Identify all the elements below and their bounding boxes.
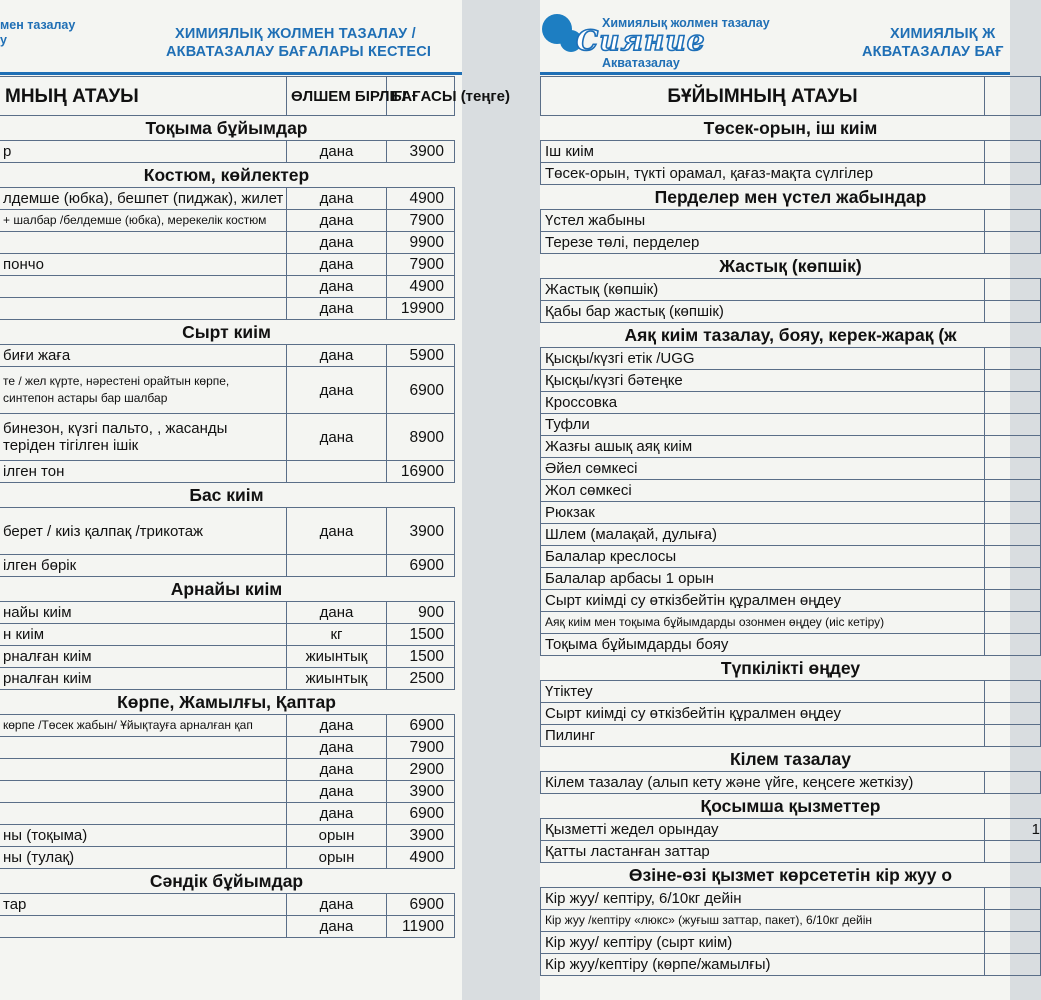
price-row bbox=[541, 634, 1041, 656]
item-unit-cut bbox=[985, 141, 1041, 163]
section-heading-row bbox=[0, 869, 455, 894]
right-price-sheet bbox=[540, 0, 1040, 1000]
item-unit: дана bbox=[287, 276, 387, 298]
item-unit: дана bbox=[287, 210, 387, 232]
section-heading: Өзіне-өзі қызмет көрсететін кір жуу о bbox=[541, 863, 1041, 888]
item-unit: дана bbox=[287, 508, 387, 555]
item-name: те / жел күрте, нәрестені орайтын көрпе, синтепон астары бар шалбар bbox=[0, 367, 287, 414]
item-name: пончо bbox=[0, 254, 287, 276]
item-name: Аяқ киім мен тоқыма бұйымдарды озонмен өңдеу (иіс кетіру) bbox=[541, 612, 985, 634]
brand-line-1: мен тазалау bbox=[0, 18, 76, 32]
section-heading: Бас киім bbox=[0, 483, 455, 508]
section-heading: Сырт киім bbox=[0, 320, 455, 345]
section-heading-row bbox=[0, 320, 455, 345]
section-heading-row bbox=[0, 690, 455, 715]
price-row bbox=[541, 436, 1041, 458]
item-name: Жастық (көпшік) bbox=[541, 279, 985, 301]
price-row bbox=[0, 825, 455, 847]
price-row bbox=[0, 646, 455, 668]
section-heading-row bbox=[541, 863, 1041, 888]
price-row bbox=[541, 279, 1041, 301]
price-row bbox=[0, 367, 455, 414]
item-unit: орын bbox=[287, 825, 387, 847]
item-name: Қысқы/күзгі бәтеңке bbox=[541, 370, 985, 392]
item-price: 6900 bbox=[387, 894, 455, 916]
item-unit-cut bbox=[985, 568, 1041, 590]
section-heading-row bbox=[541, 185, 1041, 210]
item-unit-cut bbox=[985, 436, 1041, 458]
section-heading: Төсек-орын, іш киім bbox=[541, 116, 1041, 141]
item-name: Пилинг bbox=[541, 725, 985, 747]
sheet-title-line-1: ХИМИЯЛЫҚ Ж bbox=[890, 26, 996, 42]
price-row bbox=[541, 725, 1041, 747]
item-name: берет / киіз қалпақ /трикотаж bbox=[0, 508, 287, 555]
item-name: Балалар арбасы 1 орын bbox=[541, 568, 985, 590]
item-name: Терезе төлі, перделер bbox=[541, 232, 985, 254]
price-row bbox=[0, 276, 455, 298]
item-name: н киім bbox=[0, 624, 287, 646]
item-price: 1500 bbox=[387, 624, 455, 646]
price-row bbox=[0, 232, 455, 254]
item-price: 6900 bbox=[387, 715, 455, 737]
item-unit-cut bbox=[985, 232, 1041, 254]
item-name bbox=[0, 916, 287, 938]
item-name: р bbox=[0, 141, 287, 163]
sheet-title-line-2: АКВАТАЗАЛАУ БАҒАЛАРЫ КЕСТЕСІ bbox=[166, 44, 432, 60]
section-heading: Түпкілікті өңдеу bbox=[541, 656, 1041, 681]
item-name: Балалар креслосы bbox=[541, 546, 985, 568]
item-name: Рюкзак bbox=[541, 502, 985, 524]
table-header-row bbox=[541, 77, 1041, 116]
column-unit-header: ӨЛШЕМ БІРЛІГІ bbox=[287, 77, 387, 116]
price-row bbox=[541, 210, 1041, 232]
item-name: Іш киім bbox=[541, 141, 985, 163]
price-row bbox=[541, 392, 1041, 414]
section-heading-row bbox=[541, 116, 1041, 141]
price-row bbox=[0, 916, 455, 938]
price-row bbox=[0, 414, 455, 461]
price-row bbox=[0, 781, 455, 803]
price-row bbox=[541, 703, 1041, 725]
item-name bbox=[0, 276, 287, 298]
item-name bbox=[0, 232, 287, 254]
item-unit: жиынтық bbox=[287, 668, 387, 690]
section-heading-row bbox=[541, 254, 1041, 279]
item-name: Төсек-орын, түкті орамал, қағаз-мақта сүлгілер bbox=[541, 163, 985, 185]
item-unit-cut bbox=[985, 772, 1041, 794]
section-heading: Қосымша қызметтер bbox=[541, 794, 1041, 819]
section-heading-row bbox=[0, 163, 455, 188]
left-sheet-header bbox=[0, 0, 462, 72]
price-row bbox=[541, 841, 1041, 863]
brand-line-2: у bbox=[0, 33, 7, 47]
price-row bbox=[0, 803, 455, 825]
siyanie-logo bbox=[542, 8, 770, 70]
price-row bbox=[0, 254, 455, 276]
table-header-row bbox=[0, 77, 455, 116]
item-unit: дана bbox=[287, 759, 387, 781]
item-name: Кілем тазалау (алып кету және үйге, кеңсеге жеткізу) bbox=[541, 772, 985, 794]
section-heading: Перделер мен үстел жабындар bbox=[541, 185, 1041, 210]
item-price: 7900 bbox=[387, 737, 455, 759]
sheet-title-line-2: АКВАТАЗАЛАУ БАҒ bbox=[862, 44, 1004, 60]
item-unit-cut bbox=[985, 954, 1041, 976]
column-unit-header-cut bbox=[985, 77, 1041, 116]
item-unit-cut bbox=[985, 279, 1041, 301]
price-row bbox=[541, 232, 1041, 254]
item-unit-cut bbox=[985, 301, 1041, 323]
item-price: 2900 bbox=[387, 759, 455, 781]
section-heading: Кілем тазалау bbox=[541, 747, 1041, 772]
item-unit: дана bbox=[287, 345, 387, 367]
logo-brand-name: Сияние bbox=[576, 24, 706, 57]
price-row bbox=[0, 461, 455, 483]
item-unit: дана bbox=[287, 232, 387, 254]
item-price: 6900 bbox=[387, 803, 455, 825]
section-heading: Аяқ киім тазалау, бояу, керек-жарақ (ж bbox=[541, 323, 1041, 348]
item-unit: жиынтық bbox=[287, 646, 387, 668]
item-price: 6900 bbox=[387, 555, 455, 577]
item-name: бинезон, күзгі пальто, , жасанды теріден тігілген ішік bbox=[0, 414, 287, 461]
section-heading: Костюм, көйлектер bbox=[0, 163, 455, 188]
item-price: 4900 bbox=[387, 276, 455, 298]
item-unit-cut bbox=[985, 392, 1041, 414]
item-name: Қызметті жедел орындау bbox=[541, 819, 985, 841]
item-price: 900 bbox=[387, 602, 455, 624]
price-row bbox=[0, 508, 455, 555]
price-row bbox=[541, 819, 1041, 841]
price-row bbox=[541, 772, 1041, 794]
price-row bbox=[541, 932, 1041, 954]
price-row bbox=[0, 188, 455, 210]
price-row bbox=[541, 954, 1041, 976]
item-unit-cut bbox=[985, 888, 1041, 910]
item-name: + шалбар /белдемше (юбка), мерекелік костюм bbox=[0, 210, 287, 232]
item-name: ілген тон bbox=[0, 461, 287, 483]
item-name: Кір жуу /кептіру «люкс» (жуғыш заттар, пакет), 6/10кг дейін bbox=[541, 910, 985, 932]
price-row bbox=[0, 298, 455, 320]
sheet-title-line-1: ХИМИЯЛЫҚ ЖОЛМЕН ТАЗАЛАУ / bbox=[175, 26, 416, 42]
item-unit-cut bbox=[985, 725, 1041, 747]
item-unit-cut bbox=[985, 612, 1041, 634]
item-unit-cut bbox=[985, 163, 1041, 185]
item-name bbox=[0, 781, 287, 803]
item-name: Кір жуу/ кептіру, 6/10кг дейін bbox=[541, 888, 985, 910]
item-unit: дана bbox=[287, 803, 387, 825]
price-row bbox=[0, 759, 455, 781]
item-unit-cut bbox=[985, 910, 1041, 932]
item-name bbox=[0, 298, 287, 320]
item-name: рналған киім bbox=[0, 668, 287, 690]
item-price: 11900 bbox=[387, 916, 455, 938]
item-unit-cut bbox=[985, 546, 1041, 568]
item-name: Жол сөмкесі bbox=[541, 480, 985, 502]
item-name: ілген бөрік bbox=[0, 555, 287, 577]
section-heading-row bbox=[0, 116, 455, 141]
price-row bbox=[0, 847, 455, 869]
price-row bbox=[541, 458, 1041, 480]
item-price: 2500 bbox=[387, 668, 455, 690]
item-name: тар bbox=[0, 894, 287, 916]
item-unit-cut bbox=[985, 414, 1041, 436]
price-row bbox=[541, 888, 1041, 910]
section-heading-row bbox=[541, 656, 1041, 681]
bubble-logo-icon bbox=[542, 14, 572, 44]
price-row bbox=[0, 602, 455, 624]
item-price: 5900 bbox=[387, 345, 455, 367]
price-row bbox=[0, 715, 455, 737]
item-unit-cut bbox=[985, 681, 1041, 703]
item-name: Қатты ластанған заттар bbox=[541, 841, 985, 863]
item-unit: дана bbox=[287, 367, 387, 414]
item-name: Қысқы/күзгі етік /UGG bbox=[541, 348, 985, 370]
item-name: Әйел сөмкесі bbox=[541, 458, 985, 480]
item-name: лдемше (юбка), бешпет (пиджак), жилет bbox=[0, 188, 287, 210]
price-row bbox=[541, 568, 1041, 590]
section-heading: Тоқыма бұйымдар bbox=[0, 116, 455, 141]
price-row bbox=[541, 301, 1041, 323]
price-row bbox=[541, 590, 1041, 612]
section-heading-row bbox=[0, 483, 455, 508]
item-unit bbox=[287, 461, 387, 483]
section-heading-row bbox=[541, 794, 1041, 819]
item-unit-cut bbox=[985, 524, 1041, 546]
item-name: көрпе /Төсек жабын/ Ұйықтауға арналған қап bbox=[0, 715, 287, 737]
item-unit-cut bbox=[985, 932, 1041, 954]
item-price: 4900 bbox=[387, 847, 455, 869]
item-name: Кір жуу/ кептіру (сырт киім) bbox=[541, 932, 985, 954]
price-row bbox=[541, 163, 1041, 185]
item-name: Үтіктеу bbox=[541, 681, 985, 703]
price-row bbox=[0, 624, 455, 646]
item-name: Сырт киімді су өткізбейтін құралмен өңдеу bbox=[541, 703, 985, 725]
item-unit-cut bbox=[985, 703, 1041, 725]
item-unit-cut bbox=[985, 841, 1041, 863]
item-name: ны (тоқыма) bbox=[0, 825, 287, 847]
logo-tagline-top: Химиялық жолмен тазалау bbox=[602, 16, 770, 30]
price-row bbox=[541, 546, 1041, 568]
item-name: Кроссовка bbox=[541, 392, 985, 414]
item-name: Жазғы ашық аяқ киім bbox=[541, 436, 985, 458]
section-heading: Көрпе, Жамылғы, Қаптар bbox=[0, 690, 455, 715]
price-row bbox=[541, 524, 1041, 546]
item-name bbox=[0, 737, 287, 759]
item-name: Үстел жабыны bbox=[541, 210, 985, 232]
price-row bbox=[541, 370, 1041, 392]
logo-tagline-bottom: Акватазалау bbox=[602, 56, 680, 70]
item-unit-cut bbox=[985, 590, 1041, 612]
item-price: 3900 bbox=[387, 508, 455, 555]
header-divider bbox=[540, 72, 1010, 75]
item-unit-cut bbox=[985, 370, 1041, 392]
item-name: найы киім bbox=[0, 602, 287, 624]
section-heading: Жастық (көпшік) bbox=[541, 254, 1041, 279]
price-row bbox=[0, 737, 455, 759]
price-row bbox=[0, 345, 455, 367]
item-unit: дана bbox=[287, 715, 387, 737]
section-heading: Арнайы киім bbox=[0, 577, 455, 602]
price-row bbox=[0, 894, 455, 916]
item-unit: дана bbox=[287, 781, 387, 803]
item-unit bbox=[287, 555, 387, 577]
item-unit: дана bbox=[287, 188, 387, 210]
item-name bbox=[0, 759, 287, 781]
item-name bbox=[0, 803, 287, 825]
item-unit: дана bbox=[287, 141, 387, 163]
item-name: рналған киім bbox=[0, 646, 287, 668]
item-unit: кг bbox=[287, 624, 387, 646]
section-heading-row bbox=[0, 577, 455, 602]
right-sheet-header bbox=[540, 0, 1010, 72]
item-name: Қабы бар жастық (көпшік) bbox=[541, 301, 985, 323]
section-heading: Сәндік бұйымдар bbox=[0, 869, 455, 894]
left-price-table bbox=[0, 76, 511, 938]
item-unit: дана bbox=[287, 737, 387, 759]
item-price: 19900 bbox=[387, 298, 455, 320]
price-row bbox=[541, 502, 1041, 524]
item-name: Тоқыма бұйымдарды бояу bbox=[541, 634, 985, 656]
item-unit: орын bbox=[287, 847, 387, 869]
item-name: ны (тулақ) bbox=[0, 847, 287, 869]
left-price-sheet bbox=[0, 0, 511, 1000]
item-price: 3900 bbox=[387, 781, 455, 803]
item-name: Туфли bbox=[541, 414, 985, 436]
item-price: 7900 bbox=[387, 210, 455, 232]
item-unit: дана bbox=[287, 414, 387, 461]
item-price: 4900 bbox=[387, 188, 455, 210]
item-unit-cut: 1 bbox=[985, 819, 1041, 841]
item-name: биғи жаға bbox=[0, 345, 287, 367]
item-unit-cut bbox=[985, 458, 1041, 480]
item-price: 1500 bbox=[387, 646, 455, 668]
item-price: 6900 bbox=[387, 367, 455, 414]
item-unit-cut bbox=[985, 480, 1041, 502]
header-divider bbox=[0, 72, 462, 75]
column-name-header: МНЫҢ АТАУЫ bbox=[0, 77, 287, 116]
column-name-header: БҰЙЫМНЫҢ АТАУЫ bbox=[541, 77, 985, 116]
price-row bbox=[541, 681, 1041, 703]
price-row bbox=[541, 480, 1041, 502]
item-name: Кір жуу/кептіру (көрпе/жамылғы) bbox=[541, 954, 985, 976]
price-row bbox=[541, 414, 1041, 436]
item-unit: дана bbox=[287, 916, 387, 938]
item-price: 3900 bbox=[387, 825, 455, 847]
item-price: 7900 bbox=[387, 254, 455, 276]
item-unit-cut bbox=[985, 634, 1041, 656]
item-name: Сырт киімді су өткізбейтін құралмен өңдеу bbox=[541, 590, 985, 612]
item-price: 8900 bbox=[387, 414, 455, 461]
price-row bbox=[0, 210, 455, 232]
price-row bbox=[541, 910, 1041, 932]
price-row bbox=[0, 668, 455, 690]
item-unit: дана bbox=[287, 298, 387, 320]
item-unit-cut bbox=[985, 348, 1041, 370]
column-price-header: БАҒАСЫ (теңге) bbox=[387, 77, 455, 116]
right-price-table bbox=[540, 76, 1041, 976]
item-unit: дана bbox=[287, 602, 387, 624]
price-row bbox=[541, 141, 1041, 163]
price-row bbox=[0, 555, 455, 577]
item-price: 16900 bbox=[387, 461, 455, 483]
item-unit-cut bbox=[985, 210, 1041, 232]
price-row bbox=[541, 348, 1041, 370]
item-unit: дана bbox=[287, 894, 387, 916]
item-unit: дана bbox=[287, 254, 387, 276]
item-name: Шлем (малақай, дулыға) bbox=[541, 524, 985, 546]
section-heading-row bbox=[541, 323, 1041, 348]
price-row bbox=[541, 612, 1041, 634]
price-row bbox=[0, 141, 455, 163]
item-unit-cut bbox=[985, 502, 1041, 524]
section-heading-row bbox=[541, 747, 1041, 772]
item-price: 3900 bbox=[387, 141, 455, 163]
item-price: 9900 bbox=[387, 232, 455, 254]
